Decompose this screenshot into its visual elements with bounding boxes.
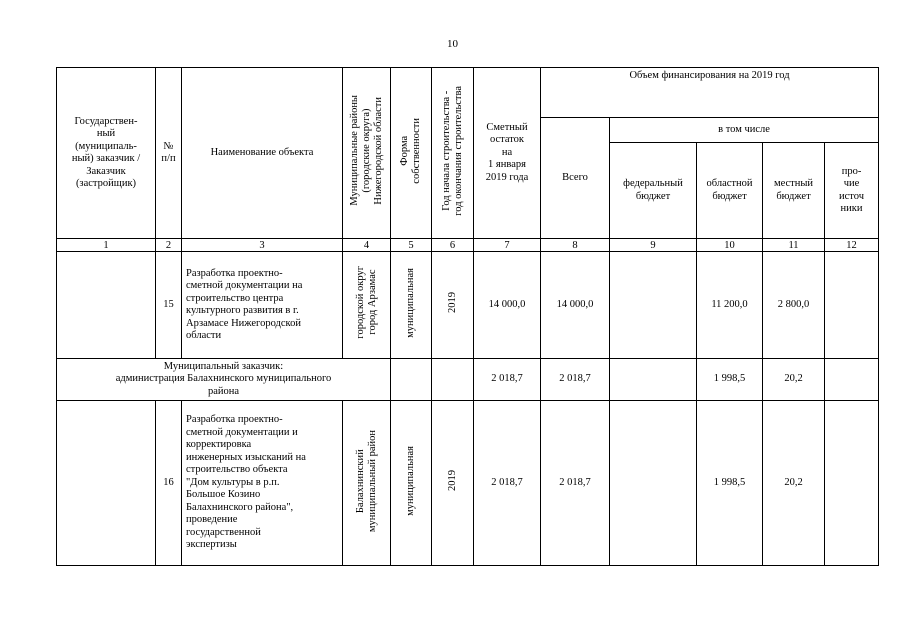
header-other: про- чие источ ники bbox=[825, 143, 879, 239]
header-local: местный бюджет bbox=[763, 143, 825, 239]
row-ownership: муниципальная bbox=[391, 252, 432, 359]
header-ownership: Форма собственности bbox=[391, 68, 432, 239]
column-number: 9 bbox=[610, 239, 697, 252]
row-years: 2019 bbox=[432, 252, 474, 359]
row-district: городской округ город Арзамас bbox=[343, 252, 391, 359]
page-number: 10 bbox=[447, 38, 458, 50]
row-other bbox=[825, 359, 879, 401]
row-local: 20,2 bbox=[763, 401, 825, 566]
row-customer bbox=[57, 252, 156, 359]
row-object-name: Разработка проектно- сметной документации на строительство центра культурного развития в г. Арзамасе Нижегородской области bbox=[182, 252, 343, 359]
header-number: № п/п bbox=[156, 68, 182, 239]
row-total: 2 018,7 bbox=[541, 359, 610, 401]
row-customer-group: Муниципальный заказчик: администрация Балахнинского муниципального района bbox=[57, 359, 391, 401]
header-federal: федеральный бюджет bbox=[610, 143, 697, 239]
row-total: 2 018,7 bbox=[541, 401, 610, 566]
row-other bbox=[825, 401, 879, 566]
row-ownership: муниципальная bbox=[391, 401, 432, 566]
row-years bbox=[432, 359, 474, 401]
table-row bbox=[57, 252, 879, 359]
table-row-customer-group bbox=[57, 359, 879, 401]
header-years: Год начала строительства - год окончания строительства bbox=[432, 68, 474, 239]
row-estimate-balance: 14 000,0 bbox=[474, 252, 541, 359]
header-customer: Государствен- ный (муниципаль- ный) заказчик / Заказчик (застройщик) bbox=[57, 68, 156, 239]
financing-table bbox=[56, 67, 879, 566]
row-total: 14 000,0 bbox=[541, 252, 610, 359]
row-estimate-balance: 2 018,7 bbox=[474, 359, 541, 401]
column-number: 4 bbox=[343, 239, 391, 252]
row-regional: 1 998,5 bbox=[697, 401, 763, 566]
column-number-row bbox=[57, 239, 879, 252]
table-row bbox=[57, 401, 879, 566]
row-local: 2 800,0 bbox=[763, 252, 825, 359]
row-number: 16 bbox=[156, 401, 182, 566]
header-object-name: Наименование объекта bbox=[182, 68, 343, 239]
row-federal bbox=[610, 359, 697, 401]
column-number: 10 bbox=[697, 239, 763, 252]
header-total: Всего bbox=[541, 118, 610, 239]
row-federal bbox=[610, 401, 697, 566]
row-ownership bbox=[391, 359, 432, 401]
header-funding-volume: Объем финансирования на 2019 год bbox=[541, 68, 879, 118]
row-federal bbox=[610, 252, 697, 359]
column-number: 11 bbox=[763, 239, 825, 252]
column-number: 7 bbox=[474, 239, 541, 252]
row-regional: 11 200,0 bbox=[697, 252, 763, 359]
row-years: 2019 bbox=[432, 401, 474, 566]
header-including: в том числе bbox=[610, 118, 879, 143]
row-regional: 1 998,5 bbox=[697, 359, 763, 401]
column-number: 8 bbox=[541, 239, 610, 252]
column-number: 12 bbox=[825, 239, 879, 252]
header-districts: Муниципальные районы (городские округа) Нижегородской области bbox=[343, 68, 391, 239]
row-estimate-balance: 2 018,7 bbox=[474, 401, 541, 566]
row-other bbox=[825, 252, 879, 359]
column-number: 6 bbox=[432, 239, 474, 252]
column-number: 5 bbox=[391, 239, 432, 252]
row-number: 15 bbox=[156, 252, 182, 359]
header-estimate-balance: Сметный остаток на 1 января 2019 года bbox=[474, 68, 541, 239]
column-number: 3 bbox=[182, 239, 343, 252]
row-local: 20,2 bbox=[763, 359, 825, 401]
column-number: 1 bbox=[57, 239, 156, 252]
row-object-name: Разработка проектно- сметной документации и корректировка инженерных изысканий на строительство объекта "Дом культуры в р.п. Большое Козино Балахнинского района", проведение государственной экспертизы bbox=[182, 401, 343, 566]
row-district: Балахнинский муниципальный район bbox=[343, 401, 391, 566]
header-regional: областной бюджет bbox=[697, 143, 763, 239]
row-customer bbox=[57, 401, 156, 566]
column-number: 2 bbox=[156, 239, 182, 252]
